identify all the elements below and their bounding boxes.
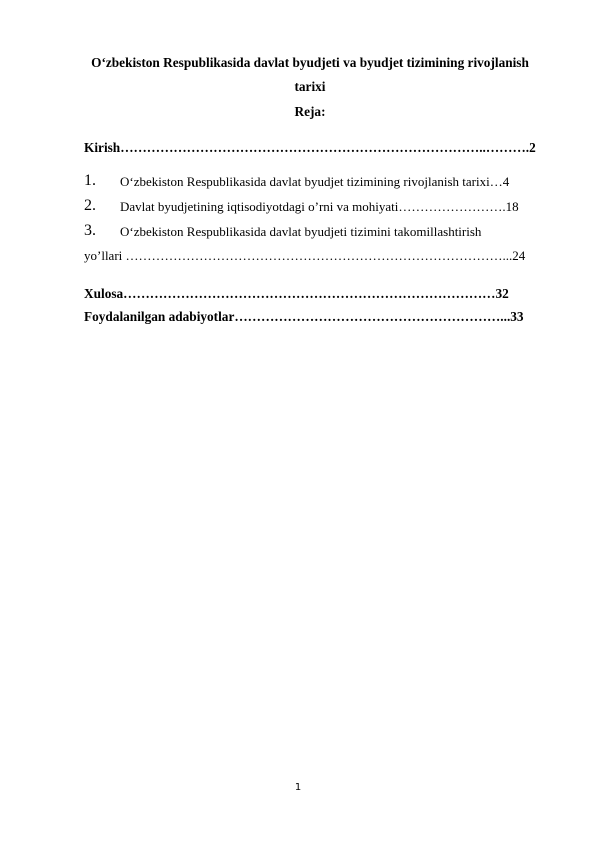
toc-item-2-number: 2. bbox=[84, 197, 96, 214]
page-number: 1 bbox=[294, 782, 302, 793]
toc-item-2-text: Davlat byudjetining iqtisodiyotdagi o’rni va mohiyati…………………….18 bbox=[120, 199, 519, 214]
toc-entry-intro: Kirish………………………………………………………………………..……….2 bbox=[84, 140, 536, 155]
toc-item-3-number: 3. bbox=[84, 222, 96, 239]
toc-entry-conclusion: Xulosa…………………………………………………………………………32 bbox=[84, 286, 509, 301]
toc-entry-references: Foydalanilgan adabiyotlar……………………………………………………...33 bbox=[84, 309, 524, 324]
toc-item-3-continuation: yo’llari ……………………………………………………………………………...24 bbox=[84, 248, 526, 263]
document-title-line-1: O‘zbekiston Respublikasida davlat byudjeti va byudjet tizimining rivojlanish bbox=[91, 55, 529, 70]
plan-heading: Reja: bbox=[294, 104, 326, 119]
toc-item-1-text: O‘zbekiston Respublikasida davlat byudjet tizimining rivojlanish tarixi…4 bbox=[120, 174, 510, 189]
document-title-line-2: tarixi bbox=[294, 79, 326, 94]
toc-item-3-text: O‘zbekiston Respublikasida davlat byudjeti tizimini takomillashtirish bbox=[120, 224, 482, 239]
toc-item-1-number: 1. bbox=[84, 172, 96, 189]
